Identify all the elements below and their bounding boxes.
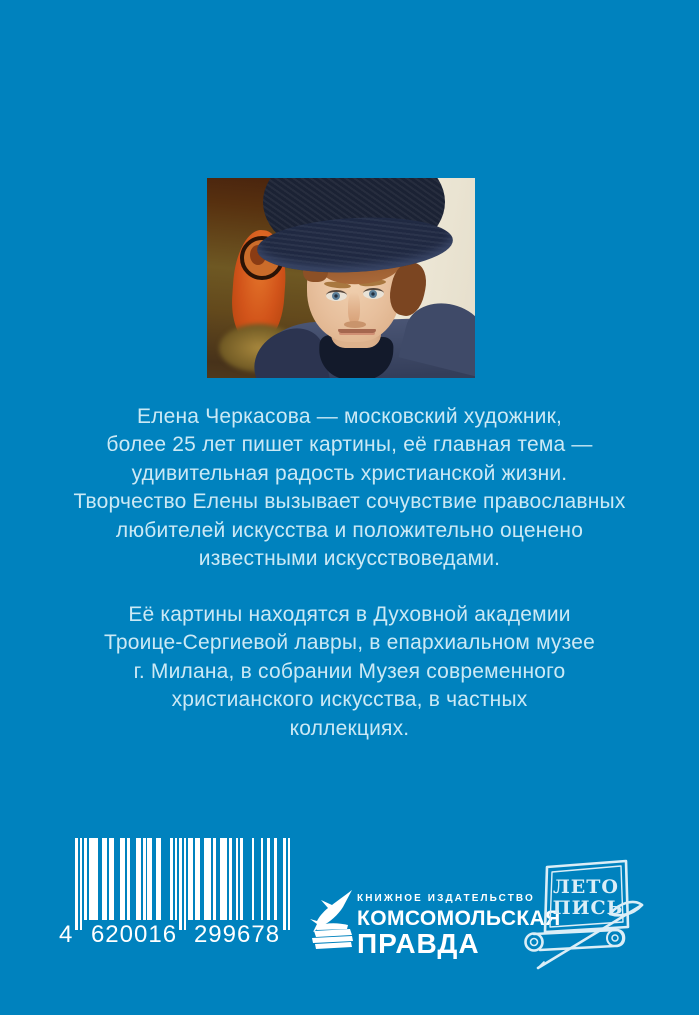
photo-woman-nose — [348, 292, 360, 324]
barcode-bar — [156, 838, 161, 920]
bio-line: Троице-Сергиевой лавры, в епархиальном музее — [103, 631, 596, 655]
barcode-bar — [236, 838, 239, 920]
barcode-bar — [175, 838, 178, 920]
barcode-bar — [179, 838, 182, 930]
bio-line: известными искусствоведами. — [198, 547, 501, 571]
barcode-bar — [84, 838, 87, 920]
ean13-barcode — [59, 838, 290, 948]
barcode-bar — [109, 838, 114, 920]
barcode-bar — [229, 838, 232, 920]
barcode-bar — [195, 838, 200, 920]
bio-line: Её картины находятся в Духовной академии — [128, 603, 571, 626]
publisher-logo-komsomolskaya-pravda — [310, 888, 561, 959]
barcode-bar — [147, 838, 152, 920]
bio-line: г. Милана, в собрании Музея современного — [133, 659, 566, 683]
bio-paragraph-1 — [0, 403, 699, 573]
publisher-name-line1: КОМСОМОЛЬСКАЯ — [357, 907, 561, 930]
barcode-bar — [220, 838, 227, 920]
barcode-bar — [252, 838, 255, 920]
photo-woman-eye-left — [326, 290, 347, 301]
barcode-bar — [274, 838, 277, 920]
bio-line: христианского искусства, в частных — [171, 688, 528, 712]
bio-line: любителей искусства и положительно оценено — [115, 518, 584, 542]
bio-line: удивительная радость христианской жизни. — [131, 461, 568, 485]
barcode-bar — [184, 838, 187, 930]
barcode-bar — [267, 838, 270, 920]
bio-line: Творчество Елены вызывает сочувствие православных — [73, 490, 626, 514]
photo-woman-eye-right — [363, 288, 384, 299]
barcode-bar — [120, 838, 125, 920]
barcode-bar — [261, 838, 264, 920]
publisher-imprint-label: КНИЖНОЕ ИЗДАТЕЛЬСТВО — [357, 893, 535, 904]
barcode-bar — [143, 838, 146, 920]
bio-line: коллекциях. — [289, 716, 410, 740]
barcode-bar — [102, 838, 107, 920]
barcode-bar — [136, 838, 141, 920]
barcode-digits-left: 620016 — [90, 921, 178, 948]
barcode-bar — [188, 838, 193, 920]
photo-woman-nose-shadow — [344, 321, 366, 328]
barcode-bar — [283, 838, 286, 930]
barcode-bar — [213, 838, 216, 920]
bio-line: более 25 лет пишет картины, её главная тема — — [106, 433, 593, 457]
barcode-bar — [80, 838, 83, 930]
letopis-text-line2: ПИСЬ — [552, 897, 624, 919]
parchment-scroll-quill-icon — [520, 850, 660, 980]
barcode-digit-first: 4 — [59, 921, 74, 948]
barcode-bar — [89, 838, 98, 920]
letopis-text-line1: ЛЕТО — [553, 876, 619, 898]
photo-woman-mouth — [338, 329, 376, 333]
barcode-bar — [127, 838, 130, 920]
barcode-bar — [204, 838, 211, 920]
barcode-bar — [75, 838, 78, 930]
bio-paragraph-2 — [0, 601, 699, 743]
author-photo — [207, 178, 475, 378]
swallow-over-books-icon — [310, 890, 354, 950]
letopis-logo — [520, 850, 660, 980]
barcode-bar — [288, 838, 291, 930]
bio-line: Елена Черкасова — московский художник, — [136, 405, 563, 428]
publisher-name-line2: ПРАВДА — [357, 928, 480, 959]
barcode-bar — [170, 838, 173, 920]
barcode-bar — [240, 838, 243, 920]
barcode-digits-right: 299678 — [193, 921, 281, 948]
